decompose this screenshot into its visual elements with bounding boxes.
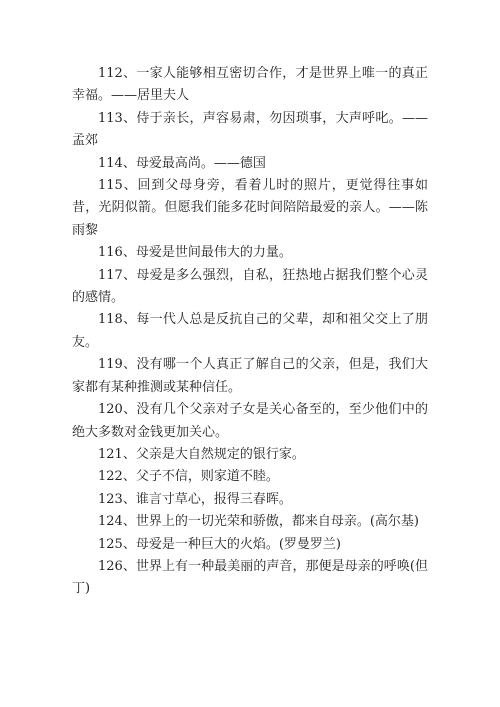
quote-paragraph: 123、谁言寸草心，报得三春晖。 bbox=[98, 491, 292, 507]
quote-paragraph: 118、每一代人总是反抗自己的父辈，却和祖父交上了朋友。 bbox=[72, 312, 428, 350]
quote-paragraph: 116、母爱是世间最伟大的力量。 bbox=[98, 245, 292, 261]
quote-paragraph: 124、世界上的一切光荣和骄傲，都来自母亲。(高尔基) bbox=[98, 514, 419, 530]
quote-paragraph: 121、父亲是大自然规定的银行家。 bbox=[98, 446, 305, 462]
quote-paragraph: 126、世界上有一种最美丽的声音，那便是母亲的呼唤(但丁) bbox=[72, 558, 428, 597]
quote-paragraph: 113、侍于亲长，声容易肃，勿因琐事，大声呼叱。——孟郊 bbox=[72, 110, 428, 149]
quote-paragraph: 120、没有几个父亲对子女是关心备至的，至少他们中的绝大多数对金钱更加关心。 bbox=[72, 402, 428, 440]
quote-paragraph: 125、母爱是一种巨大的火焰。(罗曼罗兰) bbox=[98, 536, 341, 552]
quote-paragraph: 112、一家人能够相互密切合作，才是世界上唯一的真正幸福。——居里夫人 bbox=[72, 66, 428, 104]
document-page bbox=[72, 63, 428, 601]
quote-paragraph: 119、没有哪一个人真正了解自己的父亲，但是，我们大家都有某种推测或某种信任。 bbox=[72, 357, 428, 395]
quote-paragraph: 115、回到父母身旁，看着儿时的照片，更觉得往事如昔，光阴似箭。但愿我们能多花时间陪陪最爱的亲人。——陈雨黎 bbox=[72, 178, 428, 238]
quote-paragraph: 122、父子不信，则家道不睦。 bbox=[98, 469, 279, 485]
quote-paragraph: 114、母爱最高尚。——德国 bbox=[98, 155, 266, 171]
quote-paragraph: 117、母爱是多么强烈，自私，狂热地占据我们整个心灵的感情。 bbox=[72, 267, 428, 306]
